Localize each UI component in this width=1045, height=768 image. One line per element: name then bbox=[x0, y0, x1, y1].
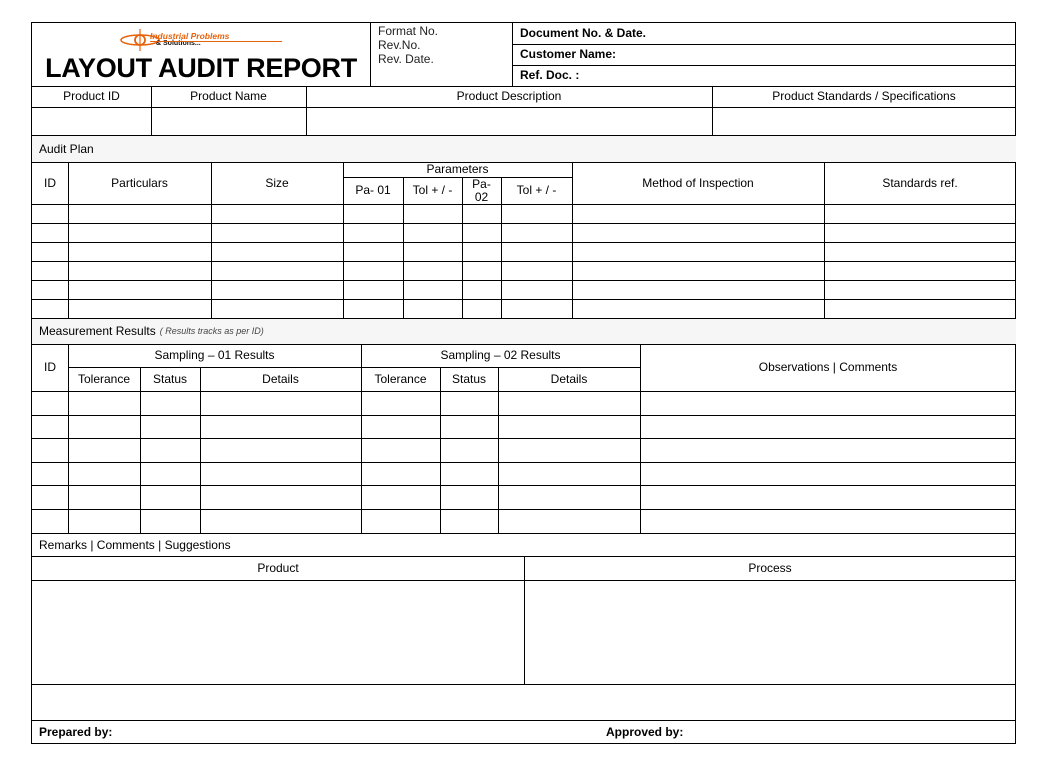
product-name-header: Product Name bbox=[190, 89, 267, 103]
standards-ref-header: Standards ref. bbox=[882, 175, 958, 190]
customer-name-label: Customer Name: bbox=[520, 47, 617, 61]
measurement-row[interactable] bbox=[32, 510, 1016, 533]
rev-date-label: Rev. Date. bbox=[378, 51, 434, 66]
audit-report-form bbox=[31, 22, 1016, 744]
page-title: LAYOUT AUDIT REPORT bbox=[45, 52, 357, 83]
audit-plan-row[interactable] bbox=[32, 262, 1016, 280]
audit-plan-row[interactable] bbox=[32, 300, 1016, 318]
pa01-header: Pa- 01 bbox=[355, 183, 391, 197]
parameters-header: Parameters bbox=[426, 162, 489, 176]
document-no-label: Document No. & Date. bbox=[520, 26, 647, 40]
product-standards-header: Product Standards / Specifications bbox=[772, 89, 956, 103]
prepared-by-label: Prepared by: bbox=[39, 724, 113, 739]
observations-header: Observations | Comments bbox=[758, 360, 898, 374]
sampling-01-header: Sampling – 01 Results bbox=[154, 348, 275, 362]
tol2-header: Tol + / - bbox=[516, 183, 557, 197]
pa02-header bbox=[462, 177, 501, 204]
s1-tolerance-header: Tolerance bbox=[77, 371, 131, 386]
product-remarks-area[interactable] bbox=[32, 581, 524, 684]
size-header: Size bbox=[265, 175, 289, 190]
product-id-field[interactable] bbox=[32, 108, 151, 135]
audit-plan-row[interactable] bbox=[32, 224, 1016, 242]
s2-tolerance-header: Tolerance bbox=[374, 371, 427, 386]
logo-line1: Industrial Problems bbox=[150, 31, 230, 41]
measurement-row[interactable] bbox=[32, 392, 1016, 415]
remarks-section-label: Remarks | Comments | Suggestions bbox=[39, 537, 231, 552]
product-id-header: Product ID bbox=[63, 89, 120, 103]
product-remarks-header: Product bbox=[257, 560, 299, 575]
product-description-field[interactable] bbox=[307, 108, 712, 135]
pa02-header-line2: 02 bbox=[474, 189, 489, 204]
sampling-02-header: Sampling – 02 Results bbox=[440, 348, 561, 362]
particulars-header: Particulars bbox=[111, 175, 168, 190]
logo-line2: & Solutions... bbox=[156, 40, 201, 47]
process-remarks-area[interactable] bbox=[525, 581, 1016, 684]
measurement-id-header: ID bbox=[44, 360, 56, 374]
s2-details-header: Details bbox=[550, 371, 588, 386]
s2-status-header: Status bbox=[451, 371, 487, 386]
measurement-results-label: Measurement Results bbox=[39, 324, 156, 338]
measurement-row[interactable] bbox=[32, 416, 1016, 438]
pa02-header-line1: Pa- bbox=[472, 176, 491, 191]
product-standards-field[interactable] bbox=[713, 108, 1016, 135]
audit-plan-row[interactable] bbox=[32, 205, 1016, 223]
method-of-inspection-header: Method of Inspection bbox=[642, 175, 754, 190]
measurement-row[interactable] bbox=[32, 439, 1016, 462]
measurement-results-note: ( Results tracks as per ID) bbox=[159, 326, 264, 336]
s1-status-header: Status bbox=[152, 371, 188, 386]
measurement-row[interactable] bbox=[32, 486, 1016, 509]
product-name-field[interactable] bbox=[152, 108, 306, 135]
tol1-header: Tol + / - bbox=[412, 183, 453, 197]
company-logo bbox=[120, 27, 285, 53]
s1-details-header: Details bbox=[262, 371, 299, 386]
audit-id-header: ID bbox=[44, 175, 56, 190]
extra-notes-area[interactable] bbox=[32, 685, 1016, 720]
audit-plan-row[interactable] bbox=[32, 243, 1016, 261]
measurement-row[interactable] bbox=[32, 463, 1016, 485]
audit-plan-row[interactable] bbox=[32, 281, 1016, 299]
process-remarks-header: Process bbox=[748, 560, 792, 575]
audit-plan-section-label: Audit Plan bbox=[32, 136, 1016, 162]
approved-by-label: Approved by: bbox=[606, 724, 684, 739]
ref-doc-label: Ref. Doc. : bbox=[520, 68, 580, 82]
measurement-results-section bbox=[32, 319, 1016, 344]
format-no-label: Format No. bbox=[378, 23, 439, 38]
product-description-header: Product Description bbox=[456, 89, 562, 103]
rev-no-label: Rev.No. bbox=[378, 37, 421, 52]
